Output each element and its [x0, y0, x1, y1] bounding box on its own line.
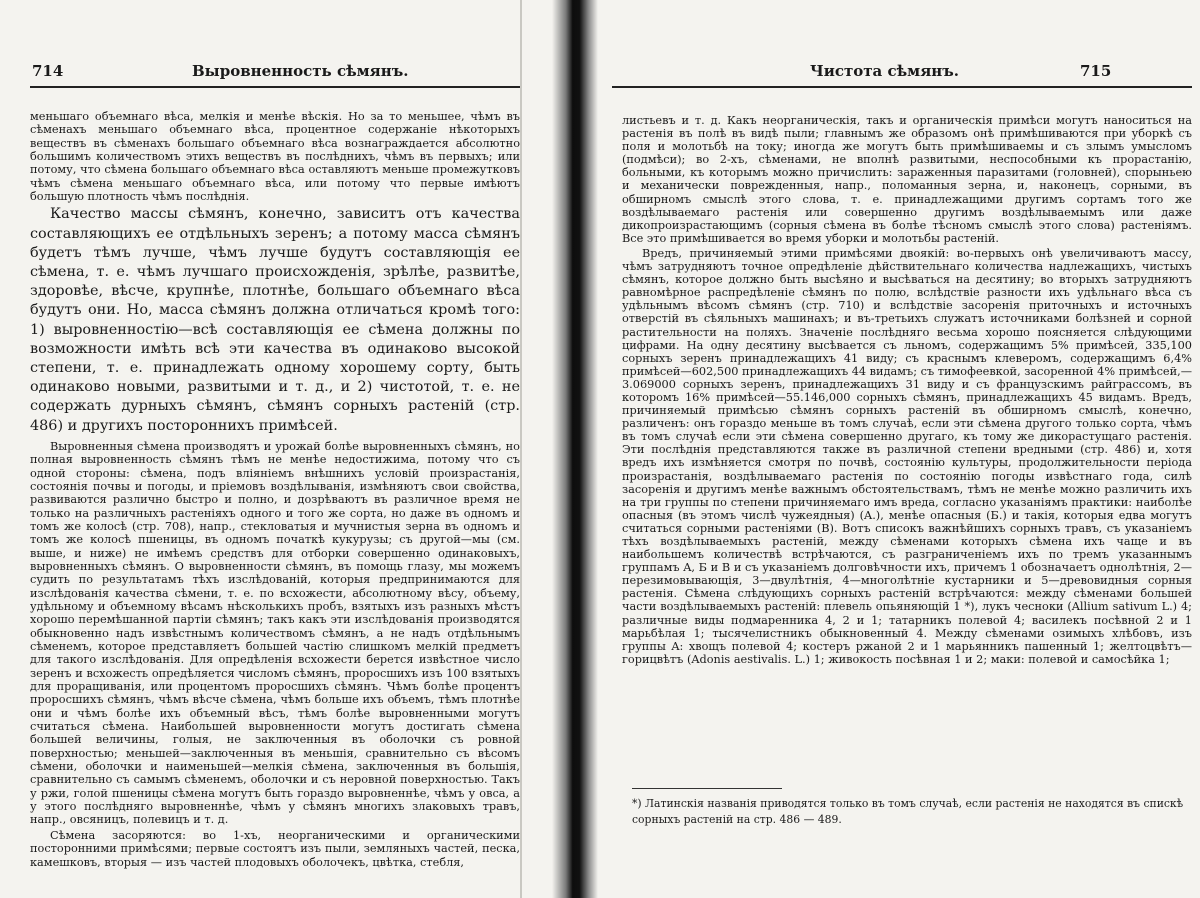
right-paragraph-1: листьевъ и т. д. Какъ неорганическія, такъ и органическія примѣси могутъ наноситься на растенія въ полѣ въ видѣ пыли; главнымъ же образомъ онѣ примѣшиваются при уборкѣ съ поля и молотьбѣ на току; иногда же могутъ быть примѣшиваемы и съ злымъ умысломъ (подмѣси); во 2-хъ, сѣменами, не вполнѣ развитыми, неспособными къ прорастанію, больными, къ которымъ можно причислить: зараженныя паразитами (головней), спорыньею и механически поврежденныя, напр., поломанныя зерна, и, наконецъ, сорными, въ обширномъ смыслѣ этого слова, т. е. принадлежащими другимъ сортамъ того же воздѣлываемаго растенія или совершенно другимъ воздѣлываемымъ или даже дикопроизрастающимъ (сорныя сѣмена въ болѣе тѣсномъ смыслѣ этого слова) растеніямъ. Все это примѣшивается во время уборки и молотьбы растеній.: [622, 114, 1192, 245]
right-page: [592, 0, 1200, 898]
left-running-head: Выровненность сѣмянъ.: [192, 62, 409, 80]
right-header-rule: [612, 86, 1192, 88]
left-paragraph-2: Качество массы сѣмянъ, конечно, зависитъ отъ качества составляющихъ ее отдѣльныхъ зеренъ; а потому масса сѣмянъ будетъ тѣмъ лучше, чѣмъ лучше будутъ составляющія ее сѣмена, т. е. чѣмъ лучшаго происхожденія, зрѣлѣе, развитѣе, здоровѣе, вѣсче, крупнѣе, плотнѣе, большаго объемнаго вѣса будутъ они. Но, масса сѣмянъ должна отличаться кромѣ того: 1) выровненностію—всѣ составляющія ее сѣмена должны по возможности имѣть всѣ эти качества въ одинаково высокой степени, т. е. принадлежать одному хорошему сорту, быть одинаково новыми, развитыми и т. д., и 2) чистотой, т. е. не содержать дурныхъ сѣмянъ, сѣмянъ сорныхъ растеній (стр. 486) и другихъ постороннихъ примѣсей.: [30, 206, 520, 434]
left-page-number: 714: [32, 62, 64, 80]
left-paragraph-4: Сѣмена засоряются: во 1-хъ, неорганическими и органическими посторонними примѣсями; первые состоятъ изъ пыли, земляныхъ частей, песка, камешковъ, вторыя — изъ частей плодовыхъ оболочекъ, цвѣтка, стебля,: [30, 828, 520, 869]
right-body: [622, 114, 1192, 666]
right-page-number: 715: [1080, 62, 1112, 80]
left-paragraph-1: меньшаго объемнаго вѣса, мелкія и менѣе вѣскія. Но за то меньшее, чѣмъ въ сѣменахъ меньшаго объемнаго вѣса, процентное содержаніе нѣкоторыхъ веществъ въ сѣменахъ большаго объемнаго вѣса вознаграждается абсолютно большимъ количествомъ этихъ веществъ въ послѣднихъ, чѣмъ въ первыхъ; или потому, что сѣмена большаго объемнаго вѣса оставляютъ меньше промежутковъ чѣмъ сѣмена меньшаго объемнаго вѣса, или потому что первые имѣютъ большую плотность чѣмъ послѣднія.: [30, 110, 520, 204]
right-paragraph-2: Вредъ, причиняемый этими примѣсями двоякій: во-первыхъ онѣ увеличиваютъ массу, чѣмъ затрудняютъ точное опредѣленіе дѣйствительнаго количества надлежащихъ, чистыхъ сѣмянъ, которое должно быть высѣяно и высѣваться на десятину; во вторыхъ затрудняютъ равномѣрное распредѣленіе сѣмянъ по полю, вслѣдствіе разности ихъ удѣльнаго вѣса съ удѣльнымъ вѣсомъ сѣмянъ (стр. 710) и вслѣдствіе засоренія приточныхъ и источныхъ отверстій въ сѣяльныхъ машинахъ; и въ-третьихъ служатъ источниками болѣзней и сорной растительности на поляхъ. Значеніе послѣдняго весьма хорошо поясняется слѣдующими цифрами. На одну десятину высѣвается съ льномъ, содержащимъ 5% примѣсей, 335,100 сорныхъ зеренъ принадлежащихъ 41 виду; съ краснымъ клеверомъ, содержащимъ 6,4% примѣсей—602,500 принадлежащихъ 44 видамъ; съ тимофеевкой, засоренной 4% примѣсей,—3.069000 сорныхъ зеренъ, принадлежащихъ 31 виду и съ французскимъ райграссомъ, въ которомъ 16% примѣсей—55.146,000 сорныхъ сѣмянъ, принадлежащихъ 45 видамъ. Вредъ, причиняемый примѣсью сѣмянъ сорныхъ растеній въ обширномъ смыслѣ, конечно, различенъ: онъ гораздо меньше въ томъ случаѣ, если эти сѣмена другого только сорта, чѣмъ въ томъ случаѣ если эти сѣмена совершенно другаго, къ тому же дикорастущаго растенія. Эти послѣднія представляются также въ различной степени вредными (стр. 486) и, хотя вредъ ихъ измѣняется смотря по почвѣ, состоянію культуры, продолжительности періода произрастанія, воздѣлываемаго растенія по состоянію погоды извѣстнаго года, силѣ засоренія и другимъ менѣе важнымъ обстоятельствамъ, тѣмъ не менѣе можно различить ихъ на три группы по степени причиняемаго имъ вреда, согласно указаніямъ практики: наиболѣе опасныя (въ этомъ числѣ чужеядныя) (A.), менѣе опасныя (Б.) и такія, которыя едва могутъ считаться сорными растеніями (В). Вотъ списокъ важнѣйшихъ сорныхъ травъ, съ указаніемъ тѣхъ воздѣлываемыхъ растеній, между сѣменами которыхъ сѣмена ихъ чаще и въ наибольшемъ количествѣ встрѣчаются, съ разграниченіемъ ихъ по тремъ указаннымъ группамъ A, Б и В и съ указаніемъ долговѣчности ихъ, причемъ 1 обозначаетъ однолѣтнія, 2—перезимовывающія, 3—двулѣтнія, 4—многолѣтніе кустарники и 5—древовидныя сорныя растенія. Сѣмена слѣдующихъ сорныхъ растеній встрѣчаются: между сѣменами большей части воздѣлываемыхъ растеній: плевель опьяняющій 1 *), лукъ чесноки (Allium sativum L.) 4; различные виды подмаренника 4, 2 и 1; татарникъ полевой 4; василекъ посѣвной 2 и 1 марьбѣлая 1; тысячелистникъ обыкновенный 4. Между сѣменами озимыхъ хлѣбовъ, изъ группы A: хвощъ полевой 4; костеръ ржаной 2 и 1 марьянникъ пашенный 1; желтоцвѣтъ—горицвѣтъ (Adonis aestivalis. L.) 1; живокость посѣвная 1 и 2; маки: полевой и самосѣйка 1;: [622, 246, 1193, 666]
footnote: *) Латинскія названія приводятся только въ томъ случаѣ, если растенія не находятся въ спискѣ сорныхъ растеній на стр. 486 — 489.: [632, 797, 1184, 826]
left-body: [30, 110, 520, 869]
left-page: [0, 0, 565, 898]
right-running-head: Чистота сѣмянъ.: [810, 62, 959, 80]
left-paragraph-3: Выровненныя сѣмена производятъ и урожай болѣе выровненныхъ сѣмянъ, но полная выровненность сѣмянъ тѣмъ не менѣе недостижима, потому что съ одной стороны: сѣмена, подъ вліяніемъ внѣшнихъ условій произрастанія, состоянія почвы и погоды, и пріемовъ воздѣлыванія, измѣняютъ свои свойства, развиваются различно быстро и полно, и дозрѣваютъ въ различное время не только на различныхъ растеніяхъ одного и того же сорта, но даже въ одномъ и томъ же колосѣ (стр. 708), напр., стекловатыя и мучнистыя зерна въ одномъ и томъ же колосѣ пшеницы, въ одномъ початкѣ кукурузы; съ другой—мы (см. выше, и ниже) не имѣемъ средствъ для отборки совершенно одинаковыхъ, выровненныхъ сѣмянъ. О выровненности сѣмянъ, въ помощь глазу, мы можемъ судить по результатамъ тѣхъ изслѣдованій, которыя предпринимаются для изслѣдованія качества сѣмени, т. е. по всхожести, абсолютному вѣсу, объему, удѣльному и объемному вѣсамъ нѣсколькихъ пробъ, взятыхъ изъ разныхъ мѣстъ хорошо перемѣшанной партіи сѣмянъ; такъ какъ эти изслѣдованія производятся обыкновенно надъ извѣстнымъ количествомъ сѣмянъ, а не надъ отдѣльнымъ сѣменемъ, которое представляетъ большей частію слишкомъ мелкій предметъ для такого изслѣдованія. Для опредѣленія всхожести берется извѣстное число зеренъ и всхожесть опредѣляется числомъ сѣмянъ, проросшихъ изъ 100 взятыхъ для проращиванія, или процентомъ проросшихъ сѣмянъ. Чѣмъ болѣе процентъ проросшихъ сѣмянъ, чѣмъ вѣсче сѣмена, чѣмъ больше ихъ объемъ, тѣмъ плотнѣе они и чѣмъ болѣе ихъ объемный вѣсъ, тѣмъ болѣе выровненными могутъ считаться сѣмена. Наибольшей выровненности могутъ достигать сѣмена большей величины, голыя, не заключенныя въ оболочки съ ровной поверхностью; меньшей—заключенныя въ меньшія, сравнительно съ вѣсомъ сѣмени, оболочки и наименьшей—мелкія сѣмена, заключенныя въ большія, сравнительно съ самымъ сѣменемъ, оболочки и съ неровной поверхностью. Такъ у ржи, голой пшеницы сѣмена могутъ быть гораздо выровненнѣе, чѣмъ у овса, а у этого послѣдняго выровненнѣе, чѣмъ у сѣмянъ многихъ злаковыхъ травъ, напр., овсяницъ, полевицъ и т. д.: [30, 439, 520, 827]
footnote-rule: [632, 788, 782, 789]
left-header-rule: [30, 86, 520, 88]
